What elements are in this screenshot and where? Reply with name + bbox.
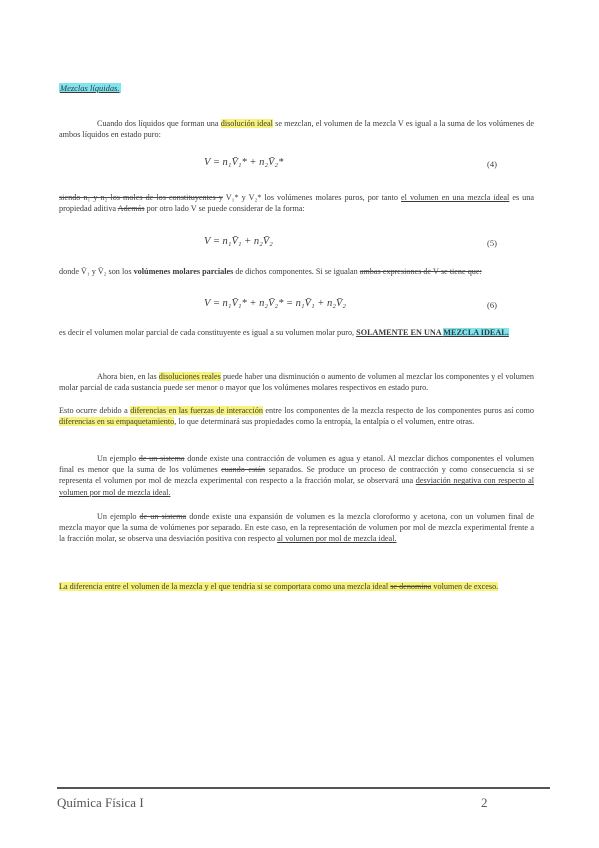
- text: Esto ocurre debido a: [59, 406, 131, 415]
- text: Un ejemplo: [97, 454, 139, 463]
- strikethrough-text: de un sistema: [138, 454, 185, 463]
- text: es decir el volumen molar parcial de cada constituyente es igual a su volumen molar puro,: [59, 328, 357, 337]
- text: se mezclan, el volumen de la mezcla V es igual a la suma de los volúmenes de ambos líquidos en estado puro:: [59, 119, 534, 140]
- strikethrough-text: cuando están: [221, 465, 266, 475]
- section-title: Mezclas líquidas.: [60, 83, 120, 93]
- paragraph-5: [59, 371, 534, 393]
- equation-5-number: (5): [487, 238, 497, 248]
- text: V₁* y V₂* los volúmenes molares puros, por tanto: [222, 193, 402, 202]
- underlined-text: SOLAMENTE EN UNA: [356, 328, 444, 337]
- strikethrough-text: Además: [117, 204, 145, 214]
- text: de dichos componentes. Si se igualan: [233, 267, 360, 276]
- text: donde V̄₁ y V̄₂ son los: [59, 267, 134, 276]
- equation-5: V = n₁V̄₁ + n₂V̄₂: [204, 236, 273, 247]
- highlight-empaquetamiento: diferencias en su empaquetamiento: [59, 417, 175, 427]
- page-number: 2: [481, 795, 488, 810]
- underlined-text: el volumen en una mezcla ideal: [401, 193, 510, 202]
- text: entre los componentes de la mezcla respecto de los componentes puros así como: [262, 406, 534, 415]
- footer-course-title: Química Física I: [57, 795, 144, 810]
- text: Cuando dos líquidos que forman una: [97, 119, 221, 128]
- equation-4: V = n₁V̄₁* + n₂V̄₂*: [204, 157, 284, 168]
- text: separados. Se produce un proceso de contracción y como consecuencia si se representa el volumen por mol de mezcla experimental con respecto a la fracción molar, se observará una: [59, 465, 534, 486]
- underlined-text: desviación negativa con respecto al volumen por mol de mezcla ideal.: [59, 476, 534, 497]
- text: puede haber una disminución o aumento de volumen al mezclar los componentes y el volumen molar parcial de cada sustancia puede ser menor o mayor que los volúmenes molares respectivos en estado puro.: [59, 372, 534, 393]
- highlight-mezcla-ideal: MEZCLA IDEAL.: [443, 328, 509, 337]
- equation-4-number: (4): [487, 159, 497, 169]
- paragraph-3: [59, 266, 534, 277]
- strikethrough-text: ambas expresiones de V se tiene que:: [359, 267, 482, 276]
- highlight-disoluciones-reales: disoluciones reales: [158, 372, 221, 381]
- text: donde existe una expansión de volumen es la mezcla cloroformo y acetona, con un volumen final de mezcla mayor que la suma de volúmenes por separado. En este caso, en la representación de volumen por mol de mezcla experimental frente a la fracción molar, se observa una desviación positiva con respecto: [59, 512, 534, 544]
- paragraph-4: [59, 327, 534, 338]
- underlined-text: al volumen por mol de mezcla ideal.: [277, 534, 397, 544]
- text: donde existe una contracción de volumen es agua y etanol. Al mezclar dichos componentes el volumen final es menor que la suma de los volúmenes: [59, 454, 534, 475]
- paragraph-6: [59, 453, 534, 498]
- text: por otro lado V se puede considerar de la forma:: [144, 204, 305, 214]
- highlight-disolucion-ideal: disolución ideal: [220, 119, 273, 128]
- paragraph-8: [59, 581, 534, 592]
- text: es una propiedad aditiva: [59, 193, 535, 214]
- highlight-volumen-exceso: volumen de exceso.: [431, 582, 499, 591]
- strikethrough-text: se denomina: [390, 582, 432, 591]
- text: Un ejemplo: [97, 512, 140, 521]
- strikethrough-text: siendo n₁ y n₂ los moles de los constituyentes y: [59, 193, 223, 202]
- strikethrough-text: de un sistema: [139, 512, 187, 521]
- footer-rule: [57, 787, 550, 789]
- highlight-fuerzas-interaccion: diferencias en las fuerzas de interacción: [130, 406, 263, 415]
- equation-6: V = n₁V̄₁* + n₂V̄₂* = n₁V̄₁ + n₂V̄₂: [204, 298, 346, 309]
- paragraph-2: [59, 192, 534, 214]
- text: , lo que determinará sus propiedades como la entropía, la entalpía o el volumen, entre otras.: [174, 417, 475, 427]
- paragraph-1: [59, 118, 534, 140]
- equation-6-number: (6): [487, 300, 497, 310]
- paragraph-7: [59, 511, 534, 545]
- bold-text: volúmenes molares parciales: [133, 267, 234, 276]
- highlight-diferencia-volumen: La diferencia entre el volumen de la mezcla y el que tendría si se comportara como una mezcla ideal: [59, 582, 391, 591]
- text: Ahora bien, en las: [97, 372, 159, 381]
- paragraph-5-cont: [59, 405, 534, 427]
